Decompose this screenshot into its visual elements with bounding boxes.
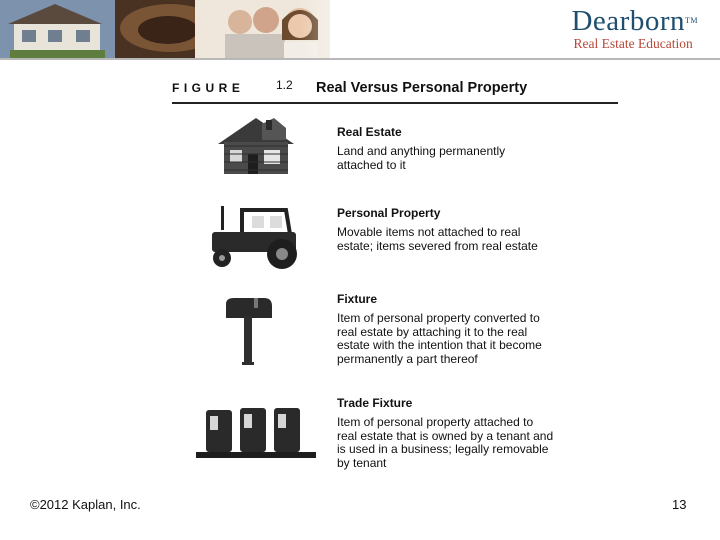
item-personal-property [337,206,538,253]
copyright-text: ©2012 Kaplan, Inc. [30,497,141,512]
description-line: Land and anything permanently [337,144,506,158]
item-title: Fixture [337,292,378,306]
mailbox-icon [224,296,274,366]
description-line: by tenant [337,455,387,470]
item-real-estate [337,125,505,172]
logo-wordmark [571,6,698,36]
tractor-icon [208,204,302,270]
item-title: Trade Fixture [337,396,413,410]
description-line: real estate by attaching it to the real [337,324,528,339]
item-description [337,145,505,172]
item-trade-fixture [337,396,553,470]
header-banner [0,0,720,58]
house-icon [216,114,296,176]
description-line: is used in a business; legally removable [337,442,549,456]
banner-photo [0,0,330,58]
item-description [337,416,553,470]
logo-word: Dearborn [571,5,685,37]
figure-label: FIGURE [172,81,245,95]
item-description [337,226,538,253]
banner-divider [0,58,720,60]
banner-photo-collage [0,0,330,58]
description-line: estate; items severed from real estate [337,238,538,253]
description-line: Item of personal property attached to [337,415,534,429]
item-title: Real Estate [337,125,402,139]
description-line: estate with the intention that it become [337,338,542,352]
item-fixture [337,292,542,366]
banner-fade [300,0,390,58]
description-line: permanently a part thereof [337,351,478,366]
dearborn-logo [571,6,698,51]
gas-pumps-icon [196,404,316,460]
description-line: attached to it [337,157,406,172]
description-line: real estate that is owned by a tenant and [337,428,554,443]
description-line: Movable items not attached to real [337,225,521,239]
description-line: Item of personal property converted to [337,311,540,325]
figure-title: Real Versus Personal Property [316,80,528,96]
item-title: Personal Property [337,206,441,220]
logo-subtitle: Real Estate Education [573,36,693,51]
figure-number: 1.2 [276,78,293,92]
page-number: 13 [672,497,687,512]
logo-trademark: TM [685,16,698,25]
figure-header [172,76,618,104]
item-description [337,312,542,366]
